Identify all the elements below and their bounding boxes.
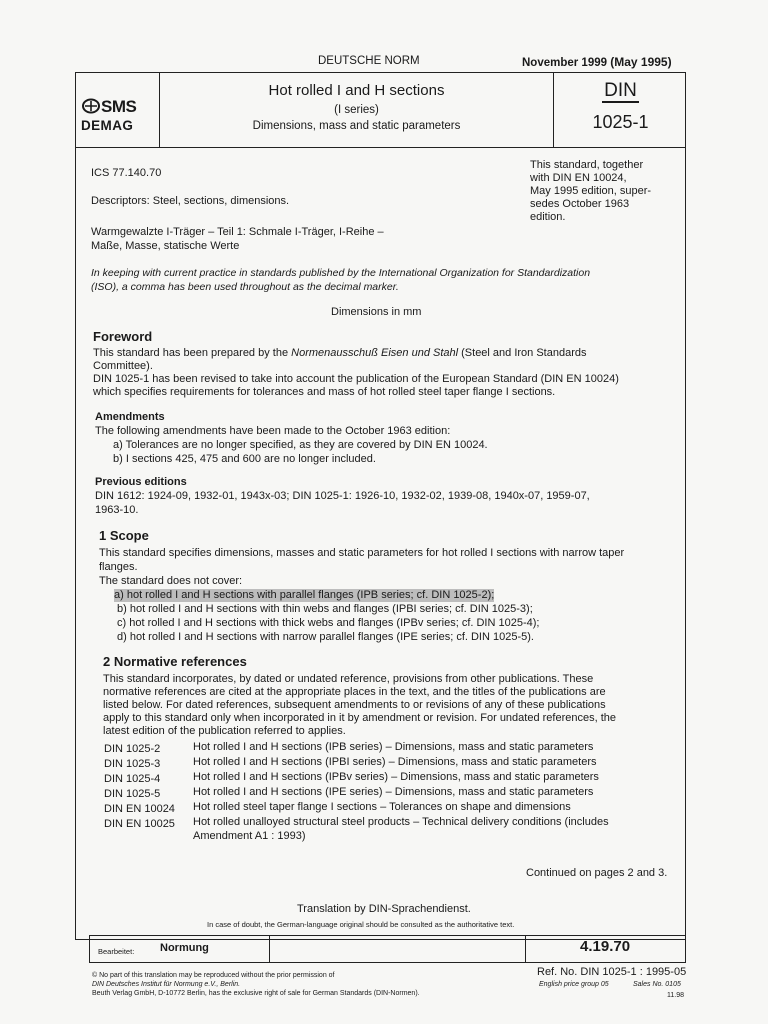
edition-date xyxy=(522,55,672,69)
scope-line-2: flanges. xyxy=(99,561,138,573)
supersedes-line-5: edition. xyxy=(530,211,566,223)
committee-name: Normenausschuß Eisen und Stahl xyxy=(291,347,459,359)
normative-p-line-3: listed below. For dated references, subsequent amendments to or revisions of any of these publications xyxy=(103,699,606,711)
normative-p-line-5: latest edition of the publication referred to applies. xyxy=(103,725,346,737)
classification-code: 4.19.70 xyxy=(580,938,631,955)
original-date: (May 1995) xyxy=(610,55,672,69)
norm-label: DEUTSCHE NORM xyxy=(318,55,420,67)
scope-item-a: a) hot rolled I and H sections with parallel flanges (IPB series; cf. DIN 1025-2); xyxy=(114,589,495,601)
copyright-line-2: DIN Deutsches Institut für Normung e.V., Berlin. xyxy=(92,981,241,988)
ref-code: DIN 1025-5 xyxy=(104,788,161,800)
foreword-p1-line-1 xyxy=(93,347,587,360)
ref-code: DIN 1025-2 xyxy=(104,743,161,755)
amendment-item-a: a) Tolerances are no longer specified, as they are covered by DIN EN 10024. xyxy=(113,439,488,451)
ref-code: DIN EN 10025 xyxy=(104,818,175,830)
footer-table xyxy=(89,935,686,963)
foreword-p2-line-2: which specifies requirements for tolerances and mass of hot rolled steel taper flange I sections. xyxy=(93,386,556,398)
amendments-heading: Amendments xyxy=(95,411,165,423)
din-cell xyxy=(553,72,686,147)
foreword-p1-a: This standard has been prepared by the xyxy=(93,347,292,359)
title-block xyxy=(75,72,686,148)
supersedes-line-2: with DIN EN 10024, xyxy=(530,172,627,184)
empty-cell xyxy=(270,936,526,962)
bearbeitet-label: Bearbeitet: xyxy=(98,947,135,956)
date-text: November 1999 xyxy=(522,57,608,69)
ics-code: ICS 77.140.70 xyxy=(91,167,162,179)
scope-item-d: d) hot rolled I and H sections with narrow parallel flanges (IPE series; cf. DIN 1025-5). xyxy=(117,631,534,643)
ref-title: Hot rolled unalloyed structural steel products – Technical delivery conditions (includes xyxy=(193,816,609,828)
previous-editions-heading: Previous editions xyxy=(95,476,187,488)
ref-title: Hot rolled I and H sections (IPBI series) – Dimensions, mass and static parameters xyxy=(193,756,597,768)
ref-title: Hot rolled steel taper flange I sections – Tolerances on shape and dimensions xyxy=(193,801,571,813)
logo-text-1: SMS xyxy=(101,97,137,116)
descriptors: Descriptors: Steel, sections, dimensions. xyxy=(91,195,290,207)
previous-editions-line-2: 1963-10. xyxy=(95,504,139,516)
previous-editions-line-1: DIN 1612: 1924-09, 1932-01, 1943x-03; DIN 1025-1: 1926-10, 1932-02, 1939-08, 1940x-07, 1959-07, xyxy=(95,490,590,502)
german-title-line-2: Maße, Masse, statische Werte xyxy=(91,240,240,252)
continued-note: Continued on pages 2 and 3. xyxy=(526,867,668,879)
ref-title: Hot rolled I and H sections (IPB series) – Dimensions, mass and static parameters xyxy=(193,741,594,753)
scope-line-3: The standard does not cover: xyxy=(99,575,243,587)
reference-number: Ref. No. DIN 1025-1 : 1995-05 xyxy=(537,966,687,978)
amendments-intro: The following amendments have been made to the October 1963 edition: xyxy=(95,425,451,437)
scope-heading: 1 Scope xyxy=(99,528,149,543)
document-subtitle-series: (I series) xyxy=(334,104,379,116)
sms-logo-icon xyxy=(81,98,101,114)
iso-note-line-1: In keeping with current practice in standards published by the International Organization for Standardization xyxy=(91,267,591,279)
normative-p-line-4: apply to this standard only when incorporated in it by amendment or revision. For undated references, the xyxy=(103,712,617,724)
ref-code: DIN 1025-4 xyxy=(104,773,161,785)
bearbeitet-cell xyxy=(90,936,270,962)
scope-line-1: This standard specifies dimensions, masses and static parameters for hot rolled I sections with narrow taper xyxy=(99,547,625,559)
ref-title: Hot rolled I and H sections (IPE series) – Dimensions, mass and static parameters xyxy=(193,786,594,798)
normative-heading: 2 Normative references xyxy=(103,654,247,669)
dimensions-note: Dimensions in mm xyxy=(331,306,422,318)
foreword-p2-line-1: DIN 1025-1 has been revised to take into account the publication of the European Standard (DIN EN 10024) xyxy=(93,373,619,385)
sales-number: Sales No. 0105 xyxy=(633,981,681,988)
din-number: 1025-1 xyxy=(592,112,649,132)
foreword-p1-line-2: Committee). xyxy=(93,360,153,372)
ref-code: DIN 1025-3 xyxy=(104,758,161,770)
din-label xyxy=(554,80,687,102)
bearbeitet-value: Normung xyxy=(160,942,209,954)
print-date-code: 11.98 xyxy=(667,992,684,999)
din-label-text: DIN xyxy=(604,80,637,101)
scope-item-c: c) hot rolled I and H sections with thick webs and flanges (IPBv series; cf. DIN 1025-4); xyxy=(117,617,540,629)
normative-p-line-2: normative references are cited at the appropriate places in the text, and the titles of the publications are xyxy=(103,686,606,698)
foreword-p1-c: (Steel and Iron Standards xyxy=(458,347,587,359)
sms-logo xyxy=(81,97,136,117)
copyright-line-1: © No part of this translation may be reproduced without the prior permission of xyxy=(92,972,335,979)
ref-title-continued: Amendment A1 : 1993) xyxy=(193,830,306,842)
scope-item-b: b) hot rolled I and H sections with thin webs and flanges (IPBI series; cf. DIN 1025-3); xyxy=(117,603,533,615)
supersedes-line-1: This standard, together xyxy=(530,159,644,171)
ref-code: DIN EN 10024 xyxy=(104,803,175,815)
supersedes-line-4: sedes October 1963 xyxy=(530,198,630,210)
supersedes-line-3: May 1995 edition, super- xyxy=(530,185,652,197)
ref-title: Hot rolled I and H sections (IPBv series) – Dimensions, mass and static parameters xyxy=(193,771,599,783)
translation-note: Translation by DIN-Sprachendienst. xyxy=(297,903,471,915)
copyright-line-3: Beuth Verlag GmbH, D-10772 Berlin, has the exclusive right of sale for German Standards (DIN-Normen). xyxy=(92,990,420,997)
logo-cell xyxy=(75,72,160,147)
iso-note-line-2: (ISO), a comma has been used throughout as the decimal marker. xyxy=(91,281,399,293)
normative-p-line-1: This standard incorporates, by dated or undated reference, provisions from other publications. These xyxy=(103,673,594,685)
document-subtitle: Dimensions, mass and static parameters xyxy=(252,120,461,132)
amendment-item-b: b) I sections 425, 475 and 600 are no longer included. xyxy=(113,453,376,465)
german-title-line-1: Warmgewalzte I-Träger – Teil 1: Schmale I-Träger, I-Reihe – xyxy=(91,226,384,238)
logo-text-2: DEMAG xyxy=(81,118,134,133)
foreword-heading: Foreword xyxy=(93,329,153,344)
price-group: English price group 05 xyxy=(539,981,609,988)
authoritative-note: In case of doubt, the German-language original should be consulted as the authoritative text. xyxy=(207,920,515,929)
document-title: Hot rolled I and H sections xyxy=(268,82,445,99)
